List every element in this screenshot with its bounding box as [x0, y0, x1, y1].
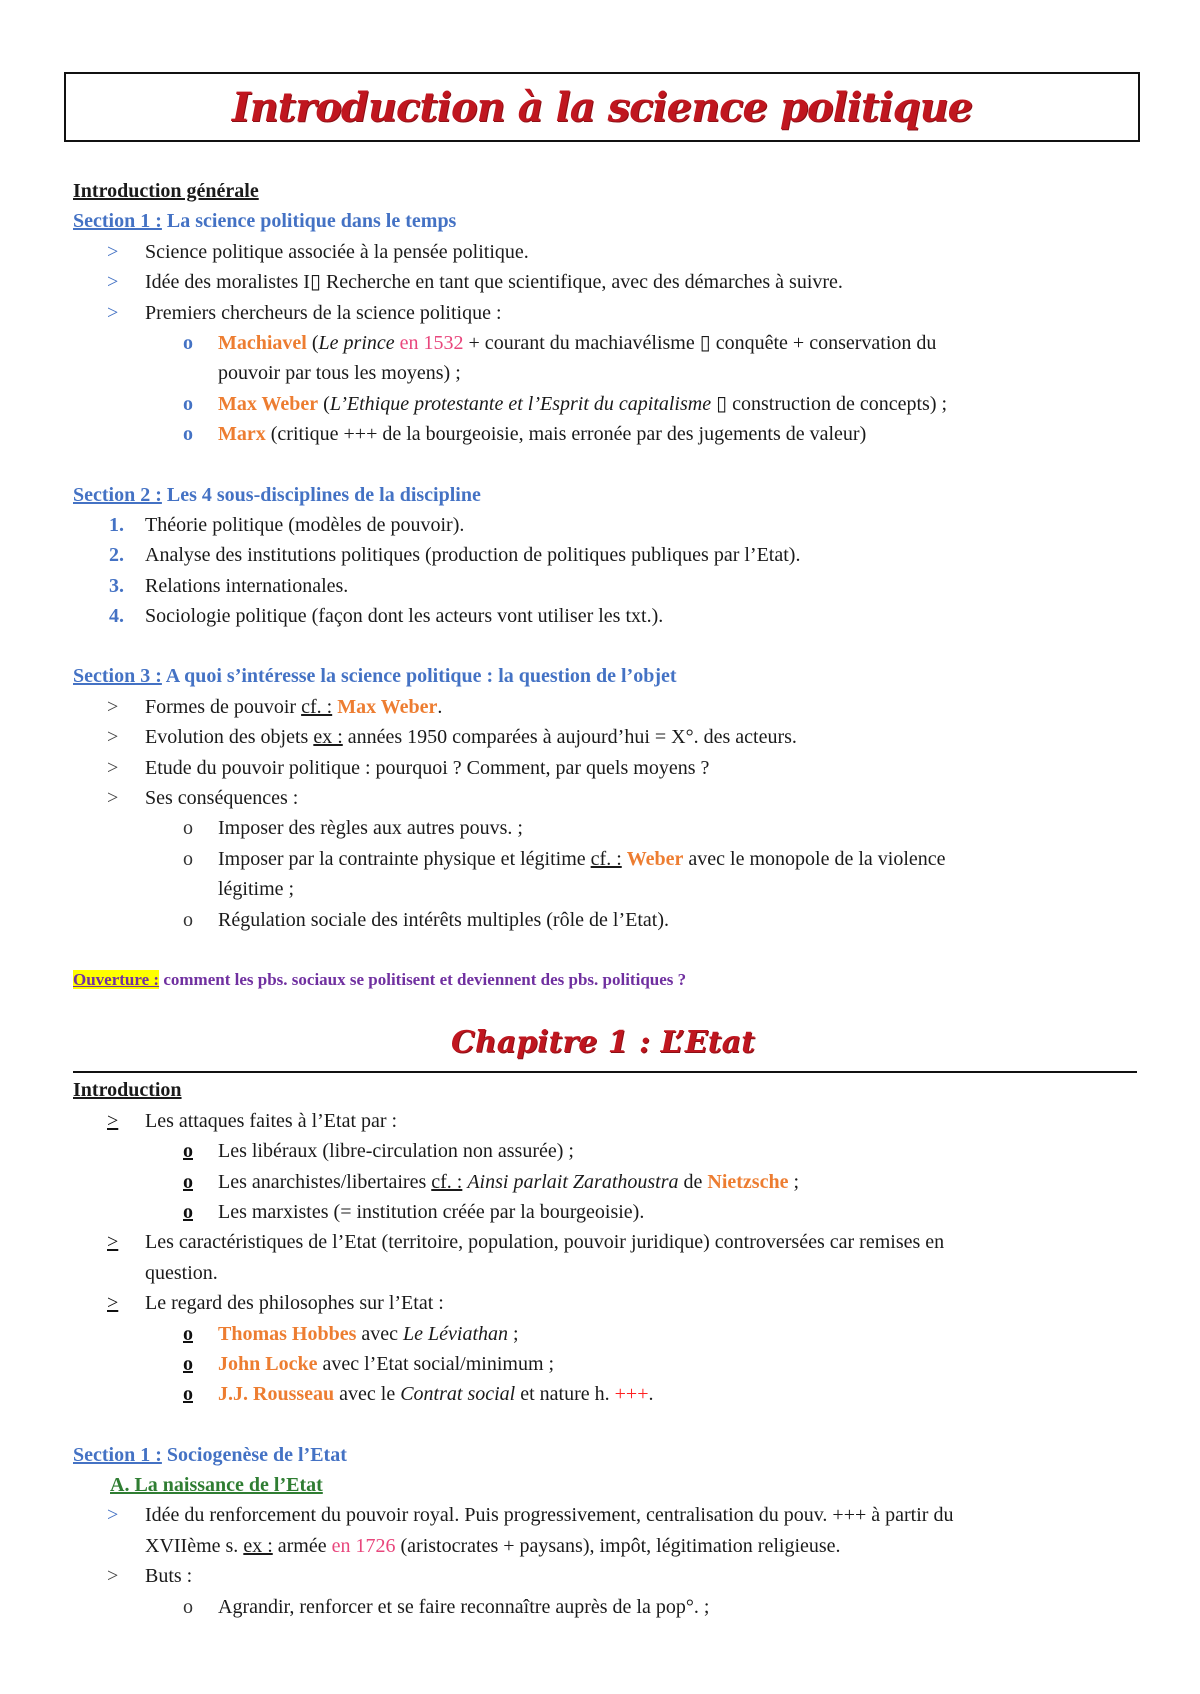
book-title: Le Léviathan	[403, 1322, 509, 1345]
item-number: 4.	[109, 605, 124, 628]
author-name: J.J. Rousseau	[218, 1383, 335, 1406]
list-item: > Evolution des objets ex : années 1950 comparées à aujourd’hui = X°. des acteurs.	[73, 722, 1133, 752]
author-name: John Locke	[218, 1352, 318, 1375]
chapter-section-1-heading	[73, 1440, 1133, 1470]
numbered-item: 2. Analyse des institutions politiques (production de politiques publiques par l’Etat).	[73, 540, 1133, 570]
section-1-label: Section 1 :	[73, 210, 162, 233]
section-title: Sociogenèse de l’Etat	[161, 1443, 347, 1466]
bullet-arrow-icon: >	[107, 1504, 119, 1527]
list-item: o Agrandir, renforcer et se faire reconnaître auprès de la pop°. ;	[73, 1592, 1133, 1622]
document-title: Introduction à la science politique	[231, 83, 973, 131]
list-item: > Etude du pouvoir politique : pourquoi ? Comment, par quels moyens ?	[73, 753, 1133, 783]
bullet-circle-icon: o	[183, 1140, 193, 1163]
bullet-arrow-icon: >	[107, 1565, 119, 1588]
bullet-circle-icon: o	[183, 1170, 193, 1193]
list-item: o Régulation sociale des intérêts multiples (rôle de l’Etat).	[73, 905, 1133, 935]
ouverture-line	[73, 965, 1133, 995]
bullet-arrow-icon: >	[107, 726, 119, 749]
bullet-arrow-icon: >	[107, 1109, 119, 1132]
item-number: 3.	[109, 574, 124, 597]
author-name: Weber	[626, 847, 684, 870]
section-2-title: Les 4 sous-disciplines de la discipline	[161, 483, 481, 506]
ouverture-label: Ouverture :	[73, 969, 160, 989]
list-item: o Les marxistes (= institution créée par la bourgeoisie).	[73, 1197, 1133, 1227]
list-item-text: Science politique associée à la pensée politique.	[145, 240, 529, 263]
author-name: Max Weber	[218, 392, 319, 415]
list-item: > Formes de pouvoir cf. : Max Weber.	[73, 692, 1133, 722]
section-3-heading	[73, 661, 1133, 691]
list-item: o Les libéraux (libre-circulation non assurée) ;	[73, 1136, 1133, 1166]
bullet-circle-icon: o	[183, 392, 193, 415]
list-item: o Les anarchistes/libertaires cf. : Ainsi parlait Zarathoustra de Nietzsche ;	[73, 1167, 1133, 1197]
chapter-intro-heading: Introduction	[73, 1079, 182, 1102]
section-label: Section 1 :	[73, 1443, 162, 1466]
list-item	[73, 298, 1133, 328]
bullet-circle-icon: o	[183, 1200, 193, 1223]
author-name: Max Weber	[337, 695, 438, 718]
list-item: o Imposer des règles aux autres pouvs. ;	[73, 813, 1133, 843]
list-item-continuation: légitime ;	[218, 878, 295, 901]
list-item: > Ses conséquences :	[73, 783, 1133, 813]
list-item: o Max Weber (L’Ethique protestante et l’Esprit du capitalisme ▯ construction de concepts) ;	[73, 389, 1133, 419]
ouverture-text: comment les pbs. sociaux se politisent et deviennent des pbs. politiques ?	[159, 969, 687, 989]
list-item-continuation: pouvoir par tous les moyens) ;	[218, 362, 461, 385]
section-2-heading	[73, 480, 1133, 510]
chapter-title: Chapitre 1 : L’Etat	[451, 1025, 755, 1061]
bullet-circle-icon: o	[183, 1383, 193, 1406]
list-item-continuation: XVIIème s. ex : armée en 1726 (aristocrates + paysans), impôt, légitimation religieuse.	[145, 1534, 841, 1557]
list-item	[73, 267, 1133, 297]
author-name: Thomas Hobbes	[218, 1322, 357, 1345]
bullet-arrow-icon: >	[107, 756, 119, 779]
list-item: > Les caractéristiques de l’Etat (territoire, population, pouvoir juridique) controversées car remises en	[73, 1227, 1133, 1257]
author-name: Machiavel	[218, 331, 307, 354]
book-title: Contrat social	[400, 1383, 516, 1406]
bullet-arrow-icon: >	[107, 271, 119, 294]
list-item: o Machiavel (Le prince en 1532 + courant du machiavélisme ▯ conquête + conservation du	[73, 328, 1133, 358]
list-item-continuation: question.	[145, 1261, 218, 1284]
bullet-arrow-icon: >	[107, 301, 119, 324]
list-item: o John Locke avec l’Etat social/minimum ;	[73, 1349, 1133, 1379]
item-number: 1.	[109, 513, 124, 536]
bullet-circle-icon: o	[183, 331, 193, 354]
bullet-circle-icon: o	[183, 847, 193, 870]
section-3-title: A quoi s’intéresse la science politique : la question de l’objet	[161, 665, 677, 688]
bullet-arrow-icon: >	[107, 1292, 119, 1315]
list-item-text: Premiers chercheurs de la science politique :	[145, 301, 502, 324]
book-title: Le prince	[318, 331, 395, 354]
list-item: o Marx (critique +++ de la bourgeoisie, mais erronée par des jugements de valeur)	[73, 419, 1133, 449]
section-1-title: La science politique dans le temps	[161, 210, 457, 233]
title-box	[64, 72, 1140, 142]
section-2-label: Section 2 :	[73, 483, 162, 506]
list-item: > Le regard des philosophes sur l’Etat :	[73, 1288, 1133, 1318]
author-name: Nietzsche	[707, 1170, 789, 1193]
bullet-arrow-icon: >	[107, 1231, 119, 1254]
intro-heading: Introduction générale	[73, 180, 259, 202]
date-text: en 1532	[394, 331, 464, 354]
item-number: 2.	[109, 544, 124, 567]
list-item: o Imposer par la contrainte physique et légitime cf. : Weber avec le monopole de la violence	[73, 844, 1133, 874]
list-item: o J.J. Rousseau avec le Contrat social et nature h. +++.	[73, 1379, 1133, 1409]
bullet-arrow-icon: >	[107, 787, 119, 810]
document-body	[73, 176, 1133, 1622]
numbered-item: 3. Relations internationales.	[73, 571, 1133, 601]
list-item: > Les attaques faites à l’Etat par :	[73, 1106, 1133, 1136]
bullet-circle-icon: o	[183, 908, 193, 931]
bullet-circle-icon: o	[183, 1352, 193, 1375]
bullet-circle-icon: o	[183, 817, 193, 840]
bullet-arrow-icon: >	[107, 695, 119, 718]
list-item: > Buts :	[73, 1561, 1133, 1591]
subsection-a-heading: A. La naissance de l’Etat	[110, 1474, 323, 1497]
section-3-label: Section 3 :	[73, 665, 162, 688]
list-item	[73, 237, 1133, 267]
book-title: Ainsi parlait Zarathoustra	[467, 1170, 679, 1193]
chapter-divider	[73, 1071, 1137, 1073]
date-text: en 1726	[331, 1534, 396, 1557]
author-name: Marx	[218, 423, 266, 446]
list-item-text: Idée des moralistes I▯ Recherche en tant que scientifique, avec des démarches à suivre.	[145, 271, 843, 294]
section-1-heading	[73, 206, 1133, 236]
bullet-circle-icon: o	[183, 423, 193, 446]
numbered-item: 4. Sociologie politique (façon dont les acteurs vont utiliser les txt.).	[73, 601, 1133, 631]
bullet-circle-icon: o	[183, 1322, 193, 1345]
list-item: o Thomas Hobbes avec Le Léviathan ;	[73, 1319, 1133, 1349]
list-item: > Idée du renforcement du pouvoir royal. Puis progressivement, centralisation du pouv. +++ à partir du	[73, 1500, 1133, 1530]
numbered-item: 1. Théorie politique (modèles de pouvoir).	[73, 510, 1133, 540]
book-title: L’Ethique protestante et l’Esprit du capitalisme	[329, 392, 712, 415]
bullet-circle-icon: o	[183, 1595, 193, 1618]
bullet-arrow-icon: >	[107, 240, 119, 263]
